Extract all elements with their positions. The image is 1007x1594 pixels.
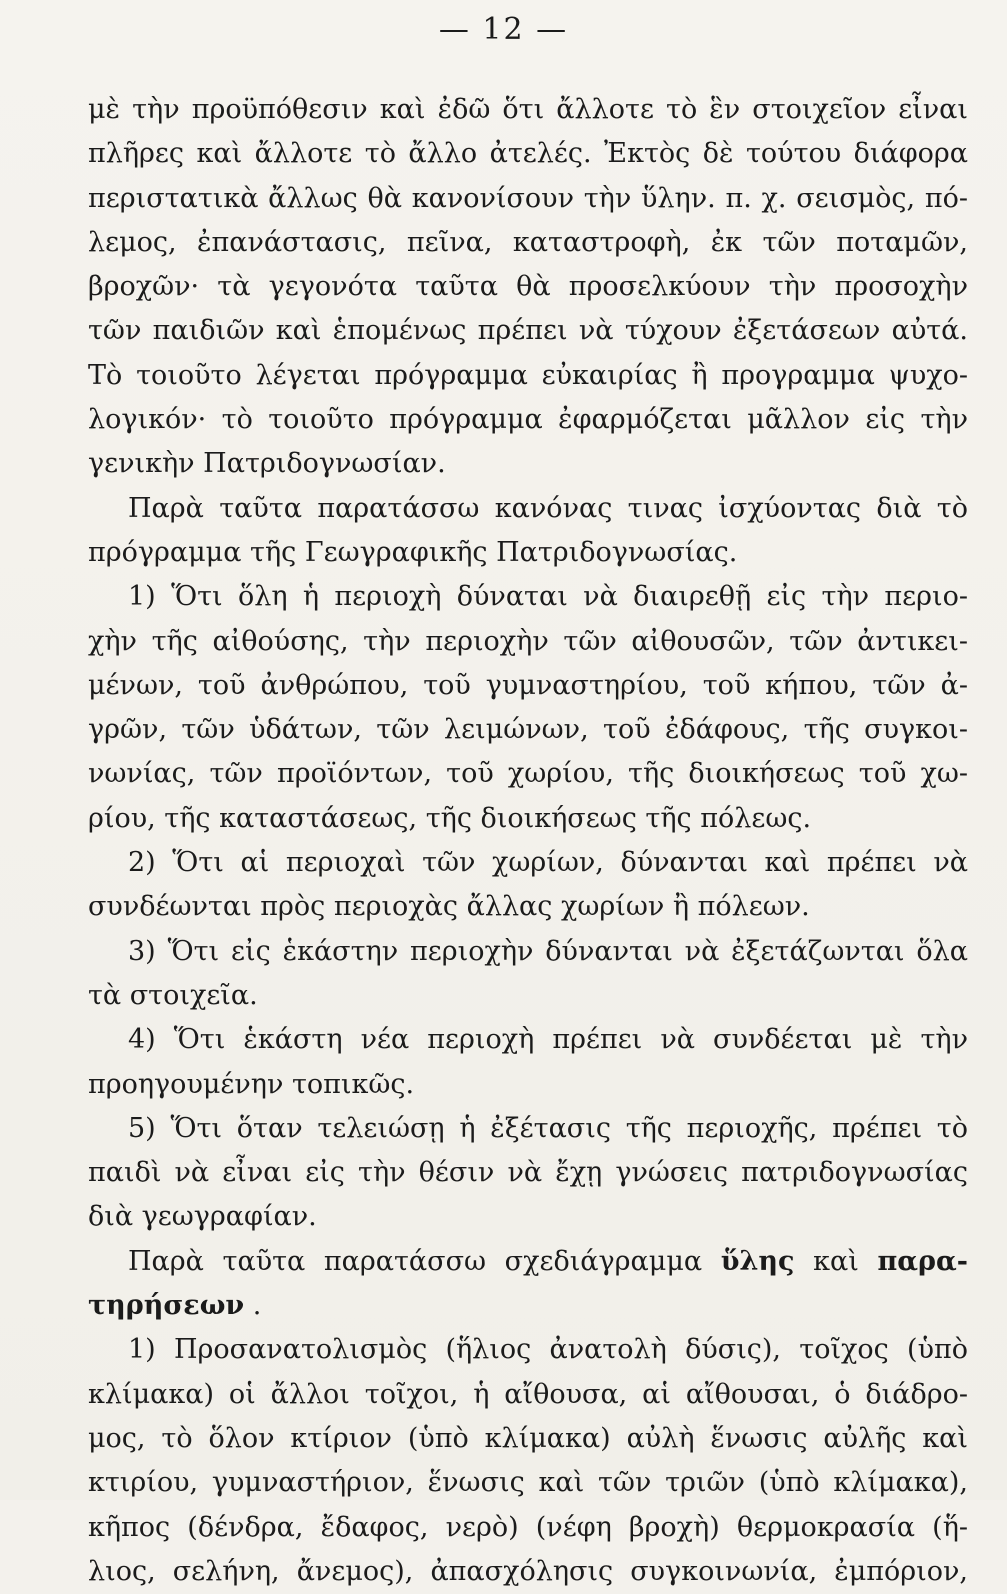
text-line [88, 398, 968, 442]
line-text: λεμος, ἐπανάστασις, πεῖνα, καταστροφὴ, ἐκ τῶν ποταμῶν, [88, 226, 968, 258]
line-text: 3) Ὅτι εἰς ἑκάστην περιοχὴν δύνανται νὰ ἐξετάζωνται ὅλα [128, 935, 968, 967]
line-text: διὰ γεωγραφίαν. [88, 1201, 317, 1233]
line-text: κλίμακα) οἱ ἄλλοι τοῖχοι, ἡ αἴθουσα, αἱ αἴθουσαι, ὁ διάδρο- [88, 1378, 968, 1410]
text-line [88, 664, 968, 708]
text-line [88, 885, 968, 929]
text-line [88, 1151, 968, 1195]
text-line [88, 531, 968, 575]
line-text: τὰ στοιχεῖα. [88, 979, 258, 1011]
line-text: Παρὰ ταῦτα παρατάσσω σχεδιάγραμμα [128, 1245, 703, 1277]
line-text: . [252, 1290, 262, 1322]
bold-term: παρα- [877, 1245, 968, 1277]
text-line [88, 620, 968, 664]
text-line [88, 88, 968, 132]
text-line [88, 974, 968, 1018]
text-line [88, 487, 968, 531]
bold-term: τηρήσεων [88, 1290, 245, 1322]
text-line [88, 1461, 968, 1505]
text-line [88, 442, 968, 486]
line-text: παιδὶ νὰ εἶναι εἰς τὴν θέσιν νὰ ἔχῃ γνώσεις πατριδογνωσίας [88, 1157, 968, 1189]
text-line [88, 1195, 968, 1239]
bold-term: ὕλης [720, 1245, 795, 1277]
text-line [88, 1328, 968, 1372]
line-text: προηγουμένην τοπικῶς. [88, 1068, 415, 1100]
line-text: μένων, τοῦ ἀνθρώπου, τοῦ γυμναστηρίου, τοῦ κήπου, τῶν ἀ- [88, 669, 968, 701]
text-line [88, 930, 968, 974]
line-text: κτιρίου, γυμναστήριον, ἕνωσις καὶ τῶν τριῶν (ὑπὸ κλίμακα), [88, 1467, 968, 1499]
line-text: Τὸ τοιοῦτο λέγεται πρόγραμμα εὐκαιρίας ἢ προγραμμα ψυχο- [88, 359, 968, 391]
page-number: — 12 — [438, 12, 569, 47]
text-line [88, 1240, 968, 1284]
line-text: 5) Ὅτι ὅταν τελειώσῃ ἡ ἐξέτασις τῆς περιοχῆς, πρέπει τὸ [128, 1112, 968, 1144]
text-line [88, 1417, 968, 1461]
line-text: γενικὴν Πατριδογνωσίαν. [88, 448, 446, 480]
text-line [88, 1063, 968, 1107]
line-text: 1) Ὅτι ὅλη ἡ περιοχὴ δύναται νὰ διαιρεθῇ εἰς τὴν περιο- [128, 581, 968, 613]
line-text: βροχῶν· τὰ γεγονότα ταῦτα θὰ προσελκύουν τὴν προσοχὴν [88, 271, 968, 303]
text-line [88, 1506, 968, 1550]
text-line [88, 1373, 968, 1417]
line-text: συνδέωνται πρὸς περιοχὰς ἄλλας χωρίων ἢ πόλεων. [88, 891, 810, 923]
text-line [88, 752, 968, 796]
text-line [88, 177, 968, 221]
line-text: νωνίας, τῶν προϊόντων, τοῦ χωρίου, τῆς διοικήσεως τοῦ χω- [88, 758, 968, 790]
text-line [88, 309, 968, 353]
text-line [88, 132, 968, 176]
line-text: πλῆρες καὶ ἄλλοτε τὸ ἄλλο ἀτελές. Ἐκτὸς δὲ τούτου διάφορα [88, 138, 968, 170]
line-text: 2) Ὅτι αἱ περιοχαὶ τῶν χωρίων, δύνανται καὶ πρέπει νὰ [128, 847, 968, 879]
line-text: χὴν τῆς αἰθούσης, τὴν περιοχὴν τῶν αἰθουσῶν, τῶν ἀντικει- [88, 625, 968, 657]
text-line [88, 797, 968, 841]
text-line [88, 575, 968, 619]
text-line [88, 1107, 968, 1151]
line-text: λιος, σελήνη, ἄνεμος), ἀπασχόλησις συγκοινωνία, ἐμπόριον, [88, 1555, 968, 1587]
line-text: κῆπος (δένδρα, ἔδαφος, νερὸ) (νέφη βροχὴ) θερμοκρασία (ἥ- [88, 1511, 968, 1543]
line-text: λογικόν· τὸ τοιοῦτο πρόγραμμα ἐφαρμόζεται μᾶλλον εἰς τὴν [88, 404, 968, 436]
text-line [88, 708, 968, 752]
text-line [88, 265, 968, 309]
text-line [88, 221, 968, 265]
line-text: ρίου, τῆς καταστάσεως, τῆς διοικήσεως τῆς πόλεως. [88, 802, 812, 834]
line-text: καὶ [813, 1245, 859, 1277]
line-text: 1) Προσανατολισμὸς (ἥλιος ἀνατολὴ δύσις), τοῖχος (ὑπὸ [128, 1334, 968, 1366]
line-text: περιστατικὰ ἄλλως θὰ κανονίσουν τὴν ὕλην. π. χ. σεισμὸς, πό- [88, 182, 968, 214]
line-text: μὲ τὴν προϋπόθεσιν καὶ ἐδῶ ὅτι ἄλλοτε τὸ ἓν στοιχεῖον εἶναι [88, 94, 968, 125]
line-text: μος, τὸ ὅλον κτίριον (ὑπὸ κλίμακα) αὐλὴ ἕνωσις αὐλῆς καὶ [88, 1422, 968, 1454]
body-text [88, 88, 968, 1594]
line-text: πρόγραμμα τῆς Γεωγραφικῆς Πατριδογνωσίας. [88, 536, 738, 568]
text-line [88, 841, 968, 885]
line-text: τῶν παιδιῶν καὶ ἑπομένως πρέπει νὰ τύχουν ἐξετάσεων αὐτά. [88, 315, 968, 347]
text-line [88, 1018, 968, 1062]
line-text: 4) Ὅτι ἑκάστη νέα περιοχὴ πρέπει νὰ συνδέεται μὲ τὴν [128, 1024, 968, 1056]
line-text: Παρὰ ταῦτα παρατάσσω κανόνας τινας ἰσχύοντας διὰ τὸ [128, 492, 968, 524]
text-line [88, 1284, 968, 1328]
line-text: γρῶν, τῶν ὑδάτων, τῶν λειμώνων, τοῦ ἐδάφους, τῆς συγκοι- [88, 714, 968, 746]
text-line [88, 1550, 968, 1594]
text-line [88, 354, 968, 398]
